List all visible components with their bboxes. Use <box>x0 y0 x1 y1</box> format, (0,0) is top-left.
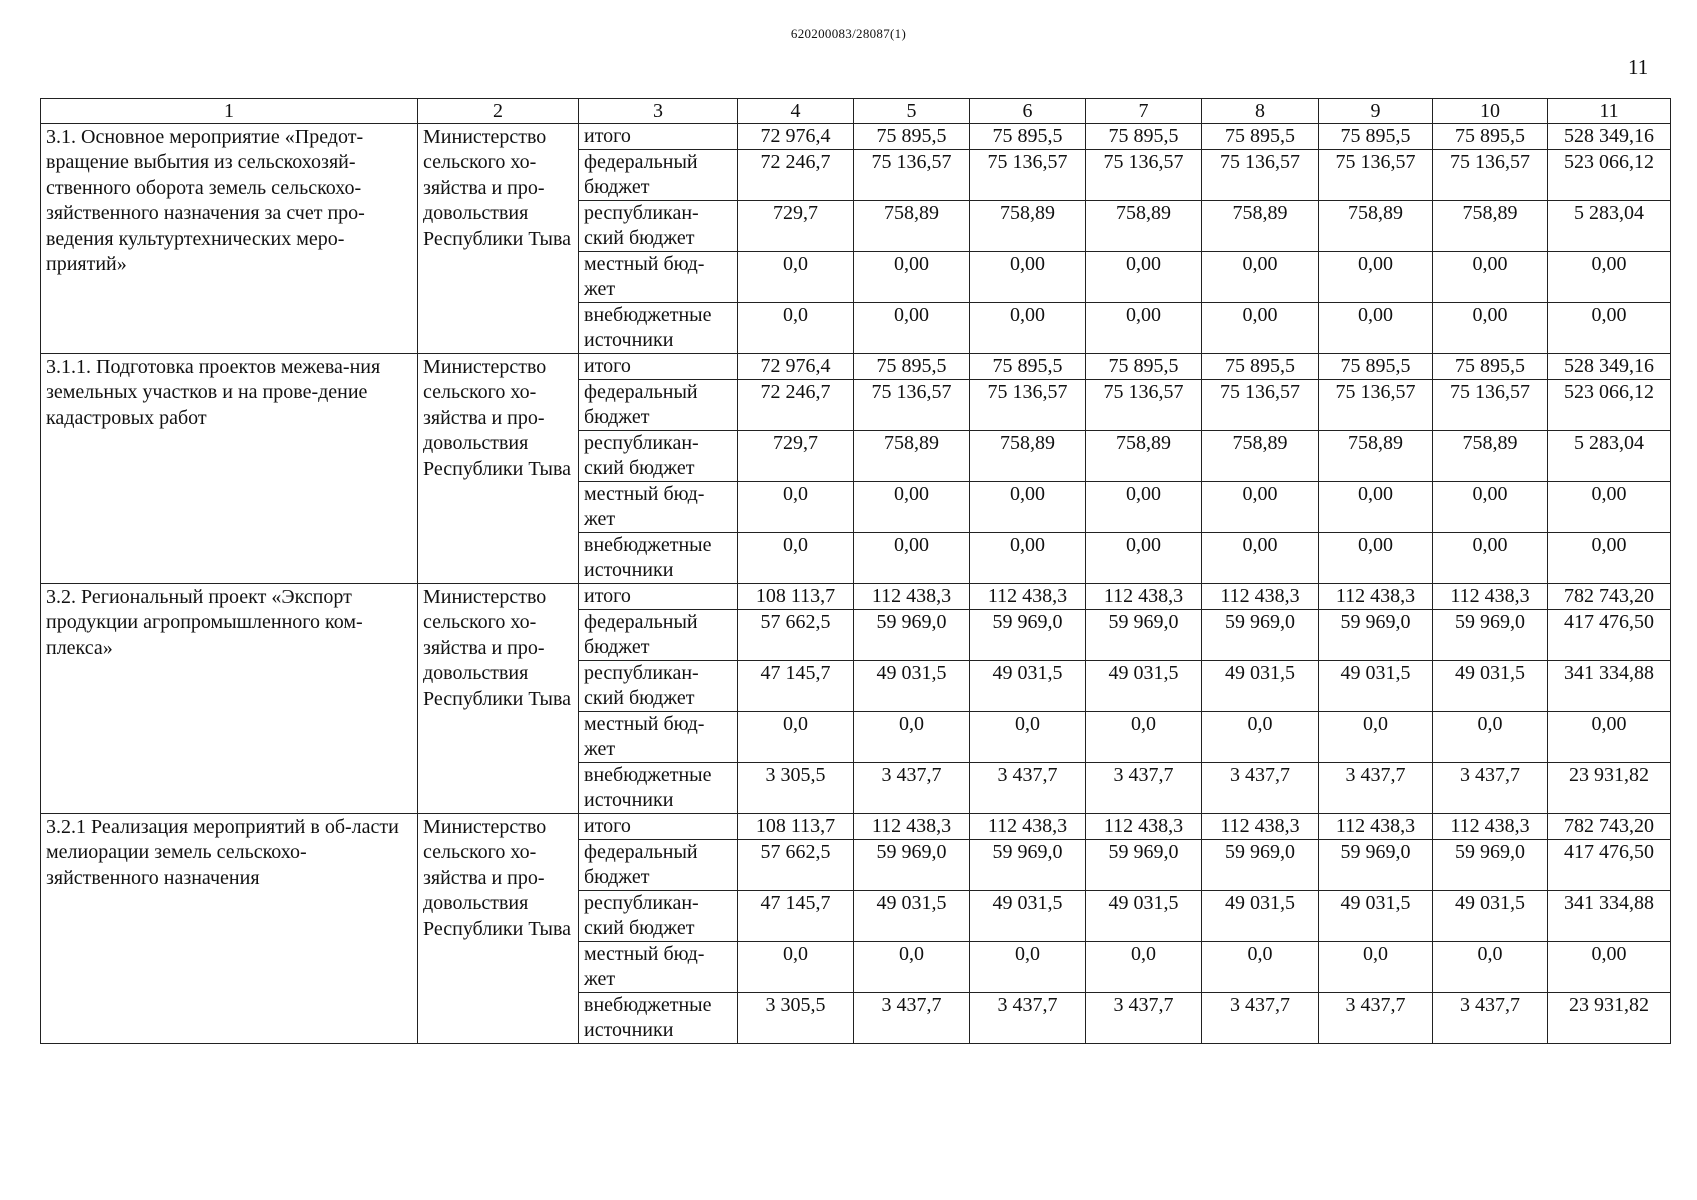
amount-cell: 523 066,12 <box>1548 380 1671 431</box>
amount-cell: 3 437,7 <box>1086 763 1202 814</box>
amount-cell: 75 895,5 <box>1086 354 1202 380</box>
amount-cell: 5 283,04 <box>1548 431 1671 482</box>
funding-source-cell: местный бюд-жет <box>579 712 738 763</box>
amount-cell: 0,00 <box>1202 303 1319 354</box>
amount-cell: 0,0 <box>738 252 854 303</box>
amount-cell: 729,7 <box>738 201 854 252</box>
amount-cell: 75 895,5 <box>1433 124 1548 150</box>
amount-cell: 758,89 <box>854 431 970 482</box>
amount-cell: 75 895,5 <box>1086 124 1202 150</box>
page-number: 11 <box>1628 55 1649 79</box>
amount-cell: 0,00 <box>1548 533 1671 584</box>
amount-cell: 0,00 <box>1086 533 1202 584</box>
event-name-cell: 3.1. Основное мероприятие «Предот-вращение выбытия из сельскохозяй-ственного оборота земель сельскохо-зяйственного назначения за счет про-ведения культуртехнических меро-приятий» <box>41 124 418 354</box>
amount-cell: 0,00 <box>970 482 1086 533</box>
amount-cell: 0,00 <box>1319 252 1433 303</box>
amount-cell: 3 437,7 <box>854 763 970 814</box>
amount-cell: 0,0 <box>1086 712 1202 763</box>
amount-cell: 758,89 <box>1086 431 1202 482</box>
amount-cell: 0,00 <box>1202 252 1319 303</box>
funding-source-cell: внебюджетные источники <box>579 303 738 354</box>
amount-cell: 75 136,57 <box>1433 150 1548 201</box>
amount-cell: 0,00 <box>1319 303 1433 354</box>
table-row <box>41 124 1671 150</box>
amount-cell: 3 305,5 <box>738 763 854 814</box>
column-header: 3 <box>579 99 738 124</box>
amount-cell: 3 437,7 <box>970 993 1086 1044</box>
amount-cell: 75 136,57 <box>1086 380 1202 431</box>
amount-cell: 49 031,5 <box>854 661 970 712</box>
amount-cell: 75 895,5 <box>970 124 1086 150</box>
amount-cell: 758,89 <box>854 201 970 252</box>
amount-cell: 75 895,5 <box>1433 354 1548 380</box>
column-header: 8 <box>1202 99 1319 124</box>
amount-cell: 49 031,5 <box>1086 891 1202 942</box>
amount-cell: 0,00 <box>854 303 970 354</box>
column-header: 6 <box>970 99 1086 124</box>
amount-cell: 0,0 <box>738 303 854 354</box>
amount-cell: 758,89 <box>1433 201 1548 252</box>
amount-cell: 49 031,5 <box>1319 661 1433 712</box>
column-header: 11 <box>1548 99 1671 124</box>
amount-cell: 3 437,7 <box>970 763 1086 814</box>
amount-cell: 417 476,50 <box>1548 840 1671 891</box>
amount-cell: 3 437,7 <box>1433 763 1548 814</box>
funding-source-cell: внебюджетные источники <box>579 533 738 584</box>
amount-cell: 75 136,57 <box>1086 150 1202 201</box>
amount-cell: 72 976,4 <box>738 354 854 380</box>
amount-cell: 0,00 <box>1548 482 1671 533</box>
amount-cell: 49 031,5 <box>1319 891 1433 942</box>
amount-cell: 75 136,57 <box>1319 380 1433 431</box>
executor-cell: Министерство сельского хо-зяйства и про-довольствия Республики Тыва <box>418 814 579 1044</box>
funding-source-cell: республикан-ский бюджет <box>579 661 738 712</box>
amount-cell: 59 969,0 <box>1202 840 1319 891</box>
column-header: 1 <box>41 99 418 124</box>
amount-cell: 57 662,5 <box>738 840 854 891</box>
amount-cell: 75 136,57 <box>854 380 970 431</box>
funding-source-cell: местный бюд-жет <box>579 942 738 993</box>
amount-cell: 3 437,7 <box>1202 993 1319 1044</box>
amount-cell: 0,00 <box>1433 482 1548 533</box>
amount-cell: 341 334,88 <box>1548 661 1671 712</box>
budget-table <box>40 98 1671 1044</box>
funding-source-cell: итого <box>579 354 738 380</box>
amount-cell: 0,00 <box>1433 252 1548 303</box>
amount-cell: 75 895,5 <box>854 354 970 380</box>
event-name-cell: 3.2.1 Реализация мероприятий в об-ласти мелиорации земель сельскохо-зяйственного назначения <box>41 814 418 1044</box>
amount-cell: 75 136,57 <box>854 150 970 201</box>
amount-cell: 729,7 <box>738 431 854 482</box>
amount-cell: 59 969,0 <box>1086 610 1202 661</box>
amount-cell: 0,0 <box>1319 942 1433 993</box>
amount-cell: 3 437,7 <box>1319 763 1433 814</box>
amount-cell: 49 031,5 <box>1433 661 1548 712</box>
amount-cell: 3 437,7 <box>1086 993 1202 1044</box>
amount-cell: 49 031,5 <box>970 891 1086 942</box>
amount-cell: 0,00 <box>1086 252 1202 303</box>
amount-cell: 0,00 <box>854 533 970 584</box>
amount-cell: 0,00 <box>1086 482 1202 533</box>
column-header: 10 <box>1433 99 1548 124</box>
column-header: 7 <box>1086 99 1202 124</box>
funding-source-cell: итого <box>579 124 738 150</box>
amount-cell: 112 438,3 <box>1319 584 1433 610</box>
amount-cell: 49 031,5 <box>1202 661 1319 712</box>
column-header: 9 <box>1319 99 1433 124</box>
amount-cell: 0,00 <box>1548 942 1671 993</box>
executor-cell: Министерство сельского хо-зяйства и про-довольствия Республики Тыва <box>418 354 579 584</box>
amount-cell: 0,00 <box>1548 712 1671 763</box>
amount-cell: 782 743,20 <box>1548 814 1671 840</box>
amount-cell: 0,00 <box>1086 303 1202 354</box>
document-code: 620200083/28087(1) <box>790 26 907 41</box>
amount-cell: 0,0 <box>854 942 970 993</box>
column-header: 4 <box>738 99 854 124</box>
amount-cell: 0,0 <box>1086 942 1202 993</box>
amount-cell: 59 969,0 <box>1086 840 1202 891</box>
amount-cell: 0,00 <box>970 252 1086 303</box>
table-row <box>41 354 1671 380</box>
amount-cell: 758,89 <box>1202 201 1319 252</box>
amount-cell: 528 349,16 <box>1548 124 1671 150</box>
amount-cell: 0,0 <box>738 533 854 584</box>
amount-cell: 112 438,3 <box>1086 584 1202 610</box>
amount-cell: 341 334,88 <box>1548 891 1671 942</box>
amount-cell: 72 246,7 <box>738 150 854 201</box>
table-row <box>41 814 1671 840</box>
column-number-row <box>41 99 1671 124</box>
amount-cell: 0,0 <box>1202 942 1319 993</box>
amount-cell: 758,89 <box>1433 431 1548 482</box>
amount-cell: 0,00 <box>1548 303 1671 354</box>
executor-cell: Министерство сельского хо-зяйства и про-довольствия Республики Тыва <box>418 124 579 354</box>
amount-cell: 3 437,7 <box>1202 763 1319 814</box>
funding-source-cell: итого <box>579 814 738 840</box>
column-header: 5 <box>854 99 970 124</box>
amount-cell: 0,00 <box>1433 303 1548 354</box>
funding-source-cell: итого <box>579 584 738 610</box>
table-body <box>41 124 1671 1044</box>
amount-cell: 758,89 <box>1202 431 1319 482</box>
amount-cell: 0,0 <box>970 712 1086 763</box>
amount-cell: 49 031,5 <box>1202 891 1319 942</box>
amount-cell: 112 438,3 <box>970 584 1086 610</box>
amount-cell: 0,00 <box>1202 482 1319 533</box>
amount-cell: 112 438,3 <box>1202 814 1319 840</box>
amount-cell: 0,00 <box>970 303 1086 354</box>
amount-cell: 59 969,0 <box>1202 610 1319 661</box>
amount-cell: 0,00 <box>970 533 1086 584</box>
funding-source-cell: федеральный бюджет <box>579 380 738 431</box>
amount-cell: 75 136,57 <box>970 150 1086 201</box>
amount-cell: 0,00 <box>854 252 970 303</box>
amount-cell: 108 113,7 <box>738 584 854 610</box>
amount-cell: 0,0 <box>738 712 854 763</box>
amount-cell: 112 438,3 <box>1433 584 1548 610</box>
amount-cell: 0,0 <box>1202 712 1319 763</box>
amount-cell: 59 969,0 <box>1319 610 1433 661</box>
amount-cell: 3 437,7 <box>854 993 970 1044</box>
amount-cell: 59 969,0 <box>1433 840 1548 891</box>
amount-cell: 0,00 <box>1319 482 1433 533</box>
amount-cell: 75 136,57 <box>970 380 1086 431</box>
amount-cell: 23 931,82 <box>1548 763 1671 814</box>
amount-cell: 5 283,04 <box>1548 201 1671 252</box>
amount-cell: 49 031,5 <box>970 661 1086 712</box>
amount-cell: 0,0 <box>1433 712 1548 763</box>
amount-cell: 0,00 <box>1319 533 1433 584</box>
amount-cell: 112 438,3 <box>1319 814 1433 840</box>
amount-cell: 59 969,0 <box>854 840 970 891</box>
amount-cell: 0,00 <box>854 482 970 533</box>
event-name-cell: 3.1.1. Подготовка проектов межева-ния земельных участков и на прове-дение кадастровых работ <box>41 354 418 584</box>
amount-cell: 782 743,20 <box>1548 584 1671 610</box>
funding-source-cell: местный бюд-жет <box>579 252 738 303</box>
amount-cell: 49 031,5 <box>1433 891 1548 942</box>
amount-cell: 75 895,5 <box>1319 354 1433 380</box>
amount-cell: 59 969,0 <box>854 610 970 661</box>
amount-cell: 75 895,5 <box>1202 354 1319 380</box>
amount-cell: 75 136,57 <box>1202 150 1319 201</box>
amount-cell: 3 437,7 <box>1433 993 1548 1044</box>
amount-cell: 758,89 <box>1319 201 1433 252</box>
amount-cell: 0,0 <box>738 942 854 993</box>
amount-cell: 0,00 <box>1548 252 1671 303</box>
funding-source-cell: республикан-ский бюджет <box>579 891 738 942</box>
amount-cell: 108 113,7 <box>738 814 854 840</box>
amount-cell: 3 305,5 <box>738 993 854 1044</box>
amount-cell: 75 136,57 <box>1433 380 1548 431</box>
funding-source-cell: федеральный бюджет <box>579 610 738 661</box>
amount-cell: 112 438,3 <box>1433 814 1548 840</box>
amount-cell: 0,0 <box>738 482 854 533</box>
funding-source-cell: республикан-ский бюджет <box>579 201 738 252</box>
amount-cell: 523 066,12 <box>1548 150 1671 201</box>
amount-cell: 59 969,0 <box>970 840 1086 891</box>
amount-cell: 0,0 <box>1433 942 1548 993</box>
amount-cell: 758,89 <box>970 201 1086 252</box>
column-header: 2 <box>418 99 579 124</box>
amount-cell: 112 438,3 <box>854 814 970 840</box>
amount-cell: 75 895,5 <box>1319 124 1433 150</box>
amount-cell: 528 349,16 <box>1548 354 1671 380</box>
amount-cell: 59 969,0 <box>1319 840 1433 891</box>
amount-cell: 3 437,7 <box>1319 993 1433 1044</box>
amount-cell: 49 031,5 <box>854 891 970 942</box>
funding-source-cell: федеральный бюджет <box>579 840 738 891</box>
table-row <box>41 584 1671 610</box>
amount-cell: 23 931,82 <box>1548 993 1671 1044</box>
funding-source-cell: внебюджетные источники <box>579 993 738 1044</box>
amount-cell: 0,0 <box>854 712 970 763</box>
amount-cell: 0,00 <box>1202 533 1319 584</box>
amount-cell: 0,0 <box>1319 712 1433 763</box>
amount-cell: 417 476,50 <box>1548 610 1671 661</box>
amount-cell: 47 145,7 <box>738 891 854 942</box>
amount-cell: 47 145,7 <box>738 661 854 712</box>
amount-cell: 75 136,57 <box>1202 380 1319 431</box>
amount-cell: 0,0 <box>970 942 1086 993</box>
amount-cell: 758,89 <box>970 431 1086 482</box>
funding-source-cell: республикан-ский бюджет <box>579 431 738 482</box>
amount-cell: 75 895,5 <box>854 124 970 150</box>
amount-cell: 112 438,3 <box>854 584 970 610</box>
executor-cell: Министерство сельского хо-зяйства и про-довольствия Республики Тыва <box>418 584 579 814</box>
amount-cell: 758,89 <box>1319 431 1433 482</box>
funding-source-cell: внебюджетные источники <box>579 763 738 814</box>
amount-cell: 75 895,5 <box>1202 124 1319 150</box>
amount-cell: 49 031,5 <box>1086 661 1202 712</box>
amount-cell: 72 246,7 <box>738 380 854 431</box>
amount-cell: 75 136,57 <box>1319 150 1433 201</box>
amount-cell: 0,00 <box>1433 533 1548 584</box>
amount-cell: 75 895,5 <box>970 354 1086 380</box>
amount-cell: 112 438,3 <box>1086 814 1202 840</box>
amount-cell: 758,89 <box>1086 201 1202 252</box>
amount-cell: 59 969,0 <box>1433 610 1548 661</box>
funding-source-cell: федеральный бюджет <box>579 150 738 201</box>
event-name-cell: 3.2. Региональный проект «Экспорт продукции агропромышленного ком-плекса» <box>41 584 418 814</box>
amount-cell: 59 969,0 <box>970 610 1086 661</box>
amount-cell: 57 662,5 <box>738 610 854 661</box>
amount-cell: 112 438,3 <box>1202 584 1319 610</box>
funding-source-cell: местный бюд-жет <box>579 482 738 533</box>
amount-cell: 72 976,4 <box>738 124 854 150</box>
amount-cell: 112 438,3 <box>970 814 1086 840</box>
